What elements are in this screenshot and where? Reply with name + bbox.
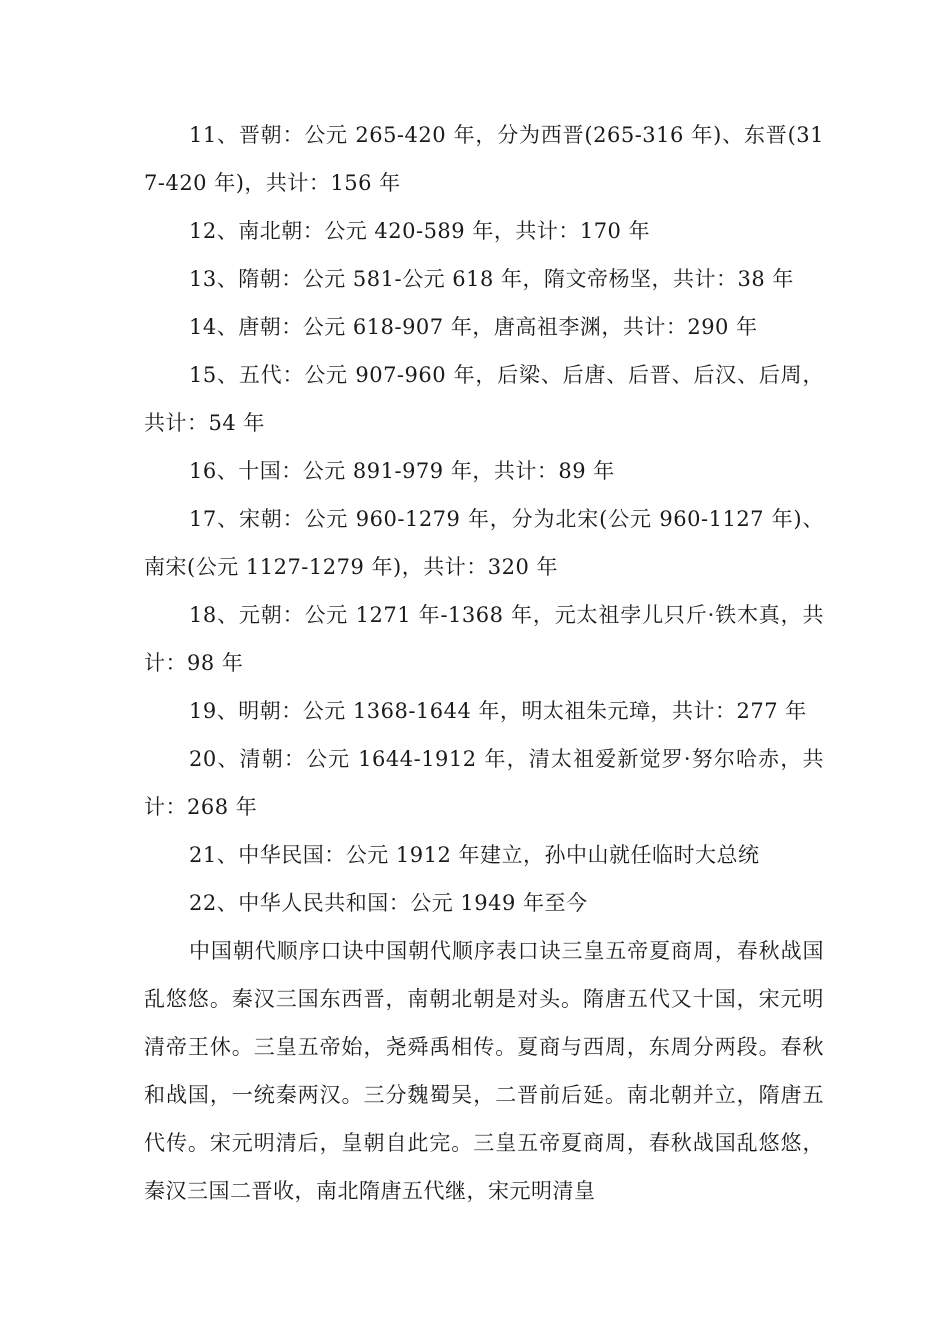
document-body — [144, 111, 824, 1215]
paragraph-five-dynasties: 15、五代：公元 907-960 年，后梁、后唐、后晋、后汉、后周，共计：54 年 — [144, 363, 824, 435]
paragraph-southern-northern-dynasties: 12、南北朝：公元 420-589 年，共计：170 年 — [189, 219, 651, 243]
paragraph-mnemonic-rhyme: 中国朝代顺序口诀中国朝代顺序表口诀三皇五帝夏商周，春秋战国乱悠悠。秦汉三国东西晋，南朝北朝是对头。隋唐五代又十国，宋元明清帝王休。三皇五帝始，尧舜禹相传。夏商与西周，东周分两段。春秋和战国，一统秦两汉。三分魏蜀吴，二晋前后延。南北朝并立，隋唐五代传。宋元明清后，皇朝自此完。三皇五帝夏商周，春秋战国乱悠悠，秦汉三国二晋收，南北隋唐五代继，宋元明清皇 — [144, 939, 824, 1203]
paragraph-song-dynasty: 17、宋朝：公元 960-1279 年，分为北宋(公元 960-1127 年)、南宋(公元 1127-1279 年)，共计：320 年 — [144, 507, 824, 579]
paragraph-ten-kingdoms: 16、十国：公元 891-979 年，共计：89 年 — [189, 459, 615, 483]
paragraph-qing-dynasty: 20、清朝：公元 1644-1912 年，清太祖爱新觉罗·努尔哈赤，共计：268 年 — [144, 747, 824, 819]
paragraph-jin-dynasty: 11、晋朝：公元 265-420 年，分为西晋(265-316 年)、东晋(317-420 年)，共计：156 年 — [144, 123, 824, 195]
paragraph-tang-dynasty: 14、唐朝：公元 618-907 年，唐高祖李渊，共计：290 年 — [189, 315, 758, 339]
paragraph-sui-dynasty: 13、隋朝：公元 581-公元 618 年，隋文帝杨坚，共计：38 年 — [189, 267, 794, 291]
paragraph-yuan-dynasty: 18、元朝：公元 1271 年-1368 年，元太祖孛儿只斤·铁木真，共计：98 年 — [144, 603, 824, 675]
paragraph-ming-dynasty: 19、明朝：公元 1368-1644 年，明太祖朱元璋，共计：277 年 — [189, 699, 807, 723]
paragraph-prc: 22、中华人民共和国：公元 1949 年至今 — [189, 891, 588, 915]
paragraph-republic-of-china: 21、中华民国：公元 1912 年建立，孙中山就任临时大总统 — [189, 843, 760, 867]
